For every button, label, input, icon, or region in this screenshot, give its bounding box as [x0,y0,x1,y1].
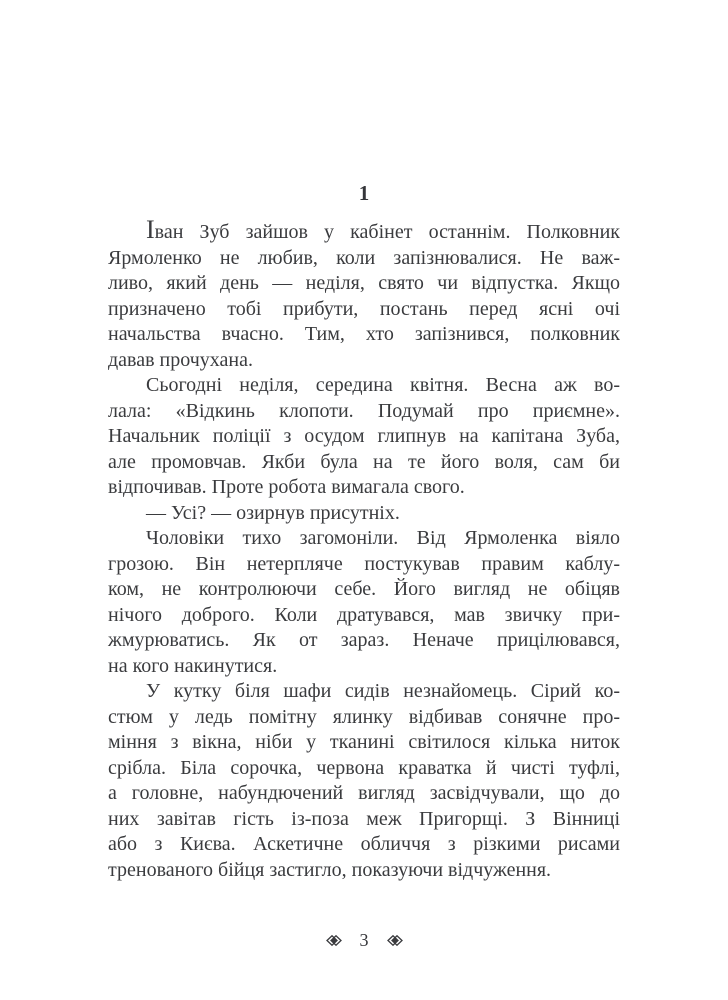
text-line: а головне, набундючений вигляд засвідчували, що до [108,782,620,804]
text-line: Начальник поліції з осудом глипнув на капітана Зуба, [108,425,620,447]
text-line: нічого доброго. Коли дратувався, мав звичку при- [108,603,620,626]
diamond-ornament-left-icon [322,933,346,948]
text-line: на кого накинутися. [108,654,278,677]
text-line: давав прочухана. [108,348,253,371]
initial-capital: І [146,215,155,244]
text-line: але промовчав. Якби була на те його воля, сам би [108,450,620,473]
text-line: Іван Зуб зайшов у кабінет останнім. Полковник [146,215,620,244]
text-line: ливо, який день — неділя, свято чи відпустка. Якщо [108,272,620,294]
text-line: Чоловіки тихо загомоніли. Від Ярмоленка віяло [146,527,620,549]
text-line: відпочивав. Проте робота вимагала свого. [108,476,465,498]
text-line: або з Києва. Аскетичне обличчя з різкими рисами [108,833,620,855]
text-line: стюм у ледь помітну ялинку відбивав сонячне про- [108,705,620,728]
chapter-number: 1 [358,181,370,205]
body-text [108,217,620,883]
text-line: ком, не контролюючи себе. Його вигляд не обіцяв [108,578,620,600]
text-line: начальства вчасно. Тим, хто запізнився, полковник [108,323,620,345]
text-line: призначено тобі прибути, постань перед ясні очі [108,297,620,320]
text-line: Ярмоленко не любив, коли запізнювалися. Не важ- [108,246,620,269]
text-line: — Усі? — озирнув присутніх. [146,501,400,524]
text-line: жмурюватись. Як от зараз. Неначе прицілювався, [108,629,620,651]
text-line: тренованого бійця застигло, показуючи відчуження. [108,858,552,881]
text-line: срібла. Біла сорочка, червона краватка й чисті туфлі, [108,756,620,779]
text-line: лала: «Відкинь клопоти. Подумай про приємне». [108,399,620,422]
text-line: міння з вікна, ніби у тканині світилося кілька ниток [108,731,620,753]
text-line: Сьогодні неділя, середина квітня. Весна аж во- [146,374,620,396]
page-number: 3 [359,930,369,950]
diamond-ornament-right-icon [383,933,407,948]
text-line: них завітав гість із-поза меж Пригорщі. З Вінниці [108,807,620,830]
page-footer [108,930,620,951]
text-line: У кутку біля шафи сидів незнайомець. Сірий ко- [146,680,620,702]
text-line: грозою. Він нетерпляче постукував правим каблу- [108,552,620,575]
